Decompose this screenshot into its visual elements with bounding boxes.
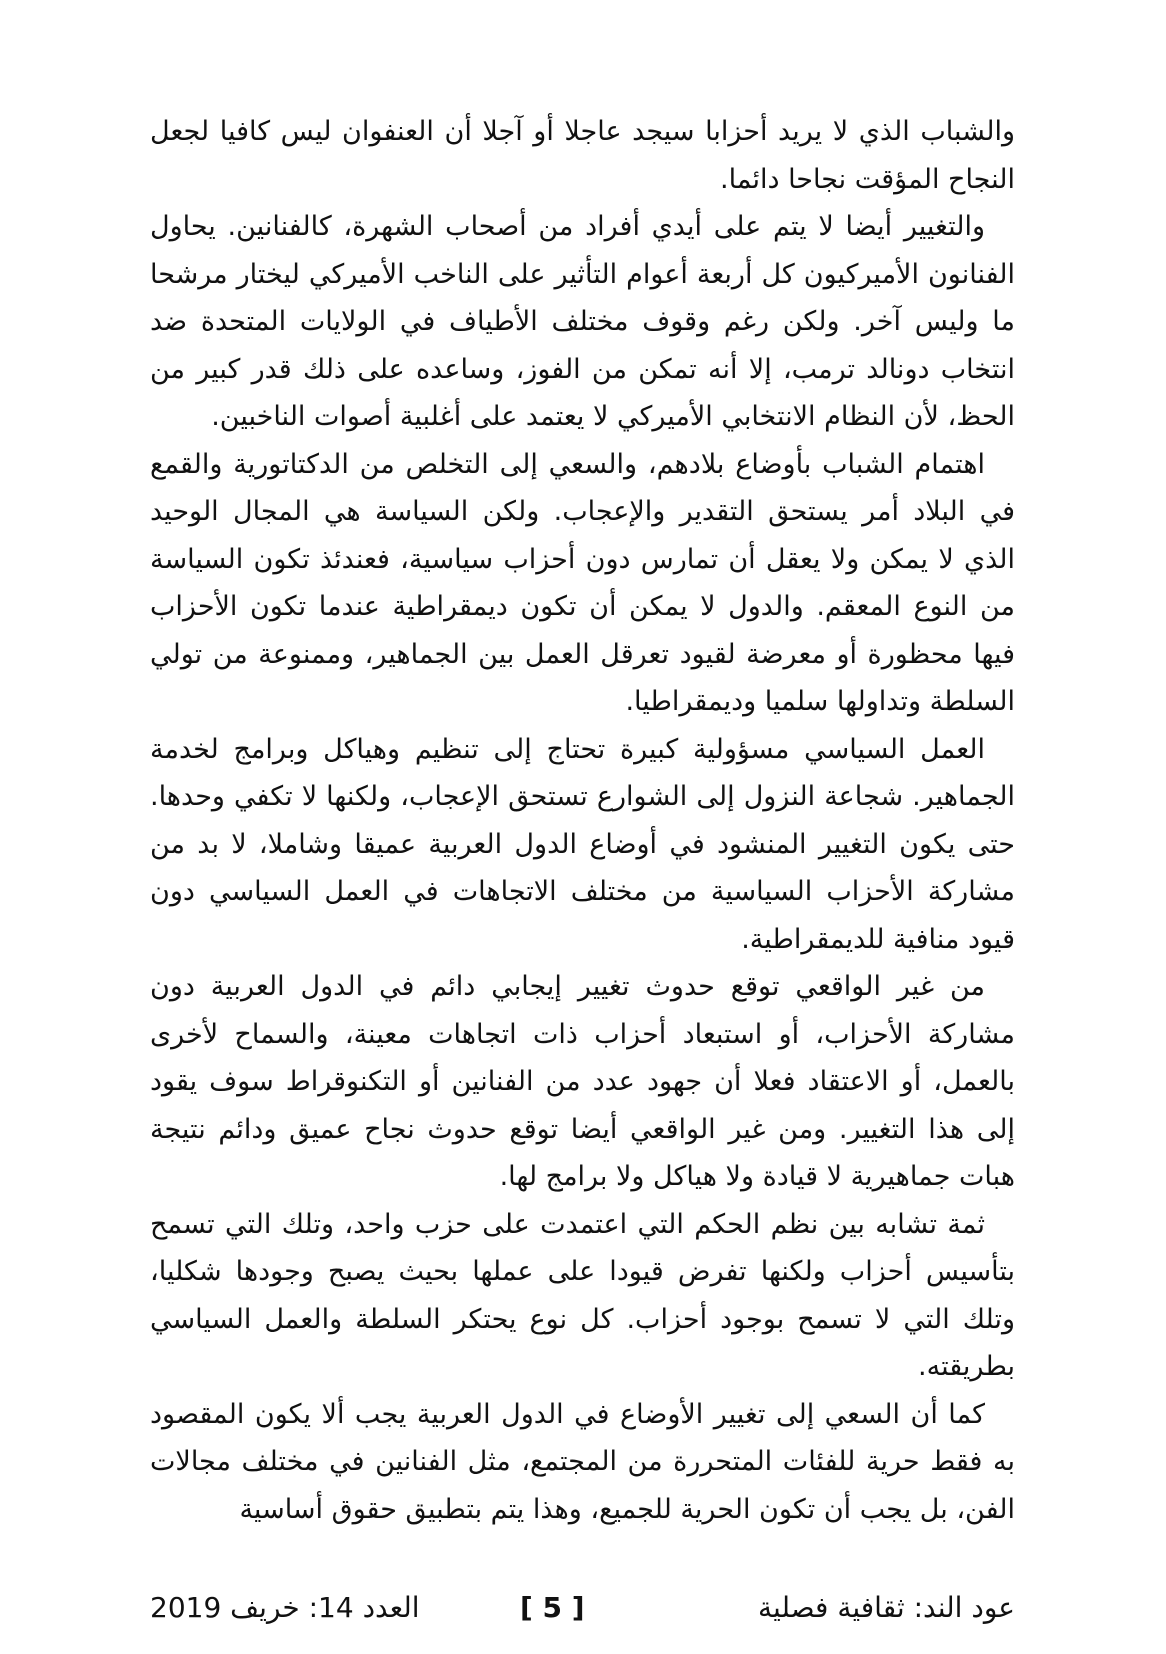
paragraph: العمل السياسي مسؤولية كبيرة تحتاج إلى تنظيم وهياكل وبرامج لخدمة الجماهير. شجاعة النزول إلى الشوارع تستحق الإعجاب، ولكنها لا تكفي وحدها. حتى يكون التغيير المنشود في أوضاع الدول العربية عميقا وشاملا، لا بد من مشاركة الأحزاب السياسية من مختلف الاتجاهات في العمل السياسي دون قيود منافية للديمقراطية. bbox=[150, 733, 1015, 955]
article-body bbox=[150, 108, 1015, 1533]
issue-info: العدد 14: خريف 2019 bbox=[150, 1591, 420, 1624]
page-footer bbox=[150, 1586, 1015, 1630]
paragraph: كما أن السعي إلى تغيير الأوضاع في الدول العربية يجب ألا يكون المقصود به فقط حرية للفئات المتحررة من المجتمع، مثل الفنانين في مختلف مجالات الفن، بل يجب أن تكون الحرية للجميع، وهذا يتم بتطبيق حقوق أساسية bbox=[150, 1398, 1015, 1525]
paragraph: ثمة تشابه بين نظم الحكم التي اعتمدت على حزب واحد، وتلك التي تسمح بتأسيس أحزاب ولكنها تفرض قيودا على عملها بحيث يصبح وجودها شكليا، وتلك التي لا تسمح بوجود أحزاب. كل نوع يحتكر السلطة والعمل السياسي بطريقته. bbox=[150, 1208, 1015, 1382]
paragraph: والتغيير أيضا لا يتم على أيدي أفراد من أصحاب الشهرة، كالفنانين. يحاول الفنانون الأميركيون كل أربعة أعوام التأثير على الناخب الأميركي ليختار مرشحا ما وليس آخر. ولكن رغم وقوف مختلف الأطياف في الولايات المتحدة ضد انتخاب دونالد ترمب، إلا أنه تمكن من الفوز، وساعده على ذلك قدر كبير من الحظ، لأن النظام الانتخابي الأميركي لا يعتمد على أغلبية أصوات الناخبين. bbox=[150, 211, 1015, 432]
paragraph: والشباب الذي لا يريد أحزابا سيجد عاجلا أو آجلا أن العنفوان ليس كافيا لجعل النجاح المؤقت نجاحا دائما. bbox=[150, 116, 1015, 195]
paragraph: اهتمام الشباب بأوضاع بلادهم، والسعي إلى التخلص من الدكتاتورية والقمع في البلاد أمر يستحق التقدير والإعجاب. ولكن السياسة هي المجال الوحيد الذي لا يمكن ولا يعقل أن تمارس دون أحزاب سياسية، فعندئذ تكون السياسة من النوع المعقم. والدول لا يمكن أن تكون ديمقراطية عندما تكون الأحزاب فيها محظورة أو معرضة لقيود تعرقل العمل بين الجماهير، وممنوعة من تولي السلطة وتداولها سلميا وديمقراطيا. bbox=[150, 448, 1015, 717]
page-number: [ 5 ] bbox=[520, 1591, 585, 1624]
paragraph: من غير الواقعي توقع حدوث تغيير إيجابي دائم في الدول العربية دون مشاركة الأحزاب، أو استبعاد أحزاب ذات اتجاهات معينة، والسماح لأخرى بالعمل، أو الاعتقاد فعلا أن جهود عدد من الفنانين أو التكنوقراط سوف يقود إلى هذا التغيير. ومن غير الواقعي أيضا توقع حدوث نجاح عميق ودائم نتيجة هبات جماهيرية لا قيادة ولا هياكل ولا برامج لها. bbox=[150, 971, 1015, 1192]
journal-title: عود الند: ثقافية فصلية bbox=[758, 1591, 1015, 1624]
